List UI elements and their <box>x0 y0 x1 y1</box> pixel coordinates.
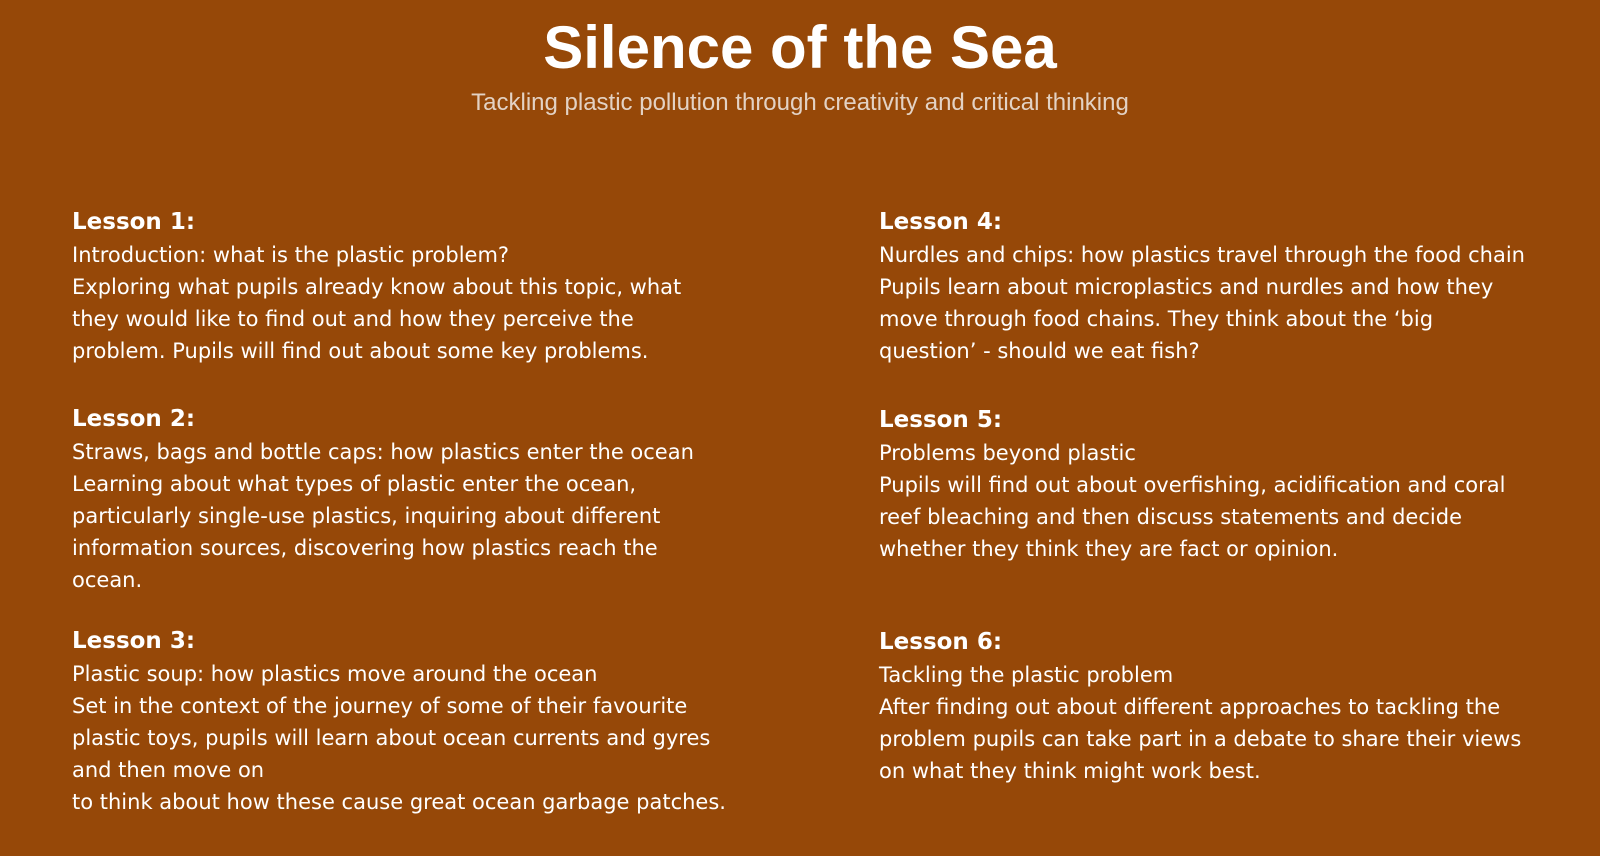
lesson-2-description-line: particularly single-use plastics, inquiring about different <box>72 504 661 528</box>
lesson-5-description-line: reef bleaching and then discuss statements and decide <box>879 505 1462 529</box>
lesson-3-topic: Plastic soup: how plastics move around the ocean <box>72 662 598 686</box>
lesson-6-description-line: on what they think might work best. <box>879 759 1261 783</box>
lesson-5-heading: Lesson 5: <box>879 407 1003 433</box>
slide-title: Silence of the Sea <box>543 14 1057 81</box>
lesson-3-heading: Lesson 3: <box>72 628 196 654</box>
lesson-5-topic: Problems beyond plastic <box>879 441 1136 465</box>
lesson-4-description-line: Pupils learn about microplastics and nurdles and how they <box>879 275 1494 299</box>
lesson-3-description-line: to think about how these cause great ocean garbage patches. <box>72 790 726 814</box>
lesson-1-description-line: they would like to find out and how they perceive the <box>72 307 634 331</box>
lesson-2-block <box>72 402 772 596</box>
lesson-4-block <box>879 205 1579 367</box>
lesson-3-description-line: Set in the context of the journey of some of their favourite <box>72 694 688 718</box>
lesson-2-description-line: information sources, discovering how plastics reach the <box>72 536 658 560</box>
lesson-2-topic: Straws, bags and bottle caps: how plastics enter the ocean <box>72 440 694 464</box>
lesson-2-description-line: Learning about what types of plastic enter the ocean, <box>72 472 637 496</box>
lesson-1-topic: Introduction: what is the plastic problem? <box>72 243 510 267</box>
lesson-3-block <box>72 624 772 818</box>
lesson-2-heading: Lesson 2: <box>72 406 196 432</box>
lesson-3-description-line: plastic toys, pupils will learn about ocean currents and gyres <box>72 726 711 750</box>
lesson-4-description-line: question’ - should we eat fish? <box>879 339 1200 363</box>
lesson-6-description-line: After finding out about different approaches to tackling the <box>879 695 1501 719</box>
lesson-1-block <box>72 205 772 367</box>
lesson-6-description-line: problem pupils can take part in a debate to share their views <box>879 727 1522 751</box>
lesson-4-description-line: move through food chains. They think about the ‘big <box>879 307 1434 331</box>
lesson-5-block <box>879 403 1579 565</box>
lesson-6-block <box>879 625 1579 787</box>
lesson-2-description-line: ocean. <box>72 568 143 592</box>
lesson-4-topic: Nurdles and chips: how plastics travel through the food chain <box>879 243 1525 267</box>
lesson-1-description-line: problem. Pupils will find out about some key problems. <box>72 339 649 363</box>
lesson-1-description-line: Exploring what pupils already know about this topic, what <box>72 275 682 299</box>
lesson-6-topic: Tackling the plastic problem <box>879 663 1174 687</box>
slide-subtitle: Tackling plastic pollution through creativity and critical thinking <box>471 89 1129 116</box>
lesson-4-heading: Lesson 4: <box>879 209 1003 235</box>
lesson-5-description-line: Pupils will find out about overfishing, acidification and coral <box>879 473 1506 497</box>
lesson-6-heading: Lesson 6: <box>879 629 1003 655</box>
lesson-1-heading: Lesson 1: <box>72 209 196 235</box>
lesson-3-description-line: and then move on <box>72 758 265 782</box>
lesson-5-description-line: whether they think they are fact or opinion. <box>879 537 1339 561</box>
